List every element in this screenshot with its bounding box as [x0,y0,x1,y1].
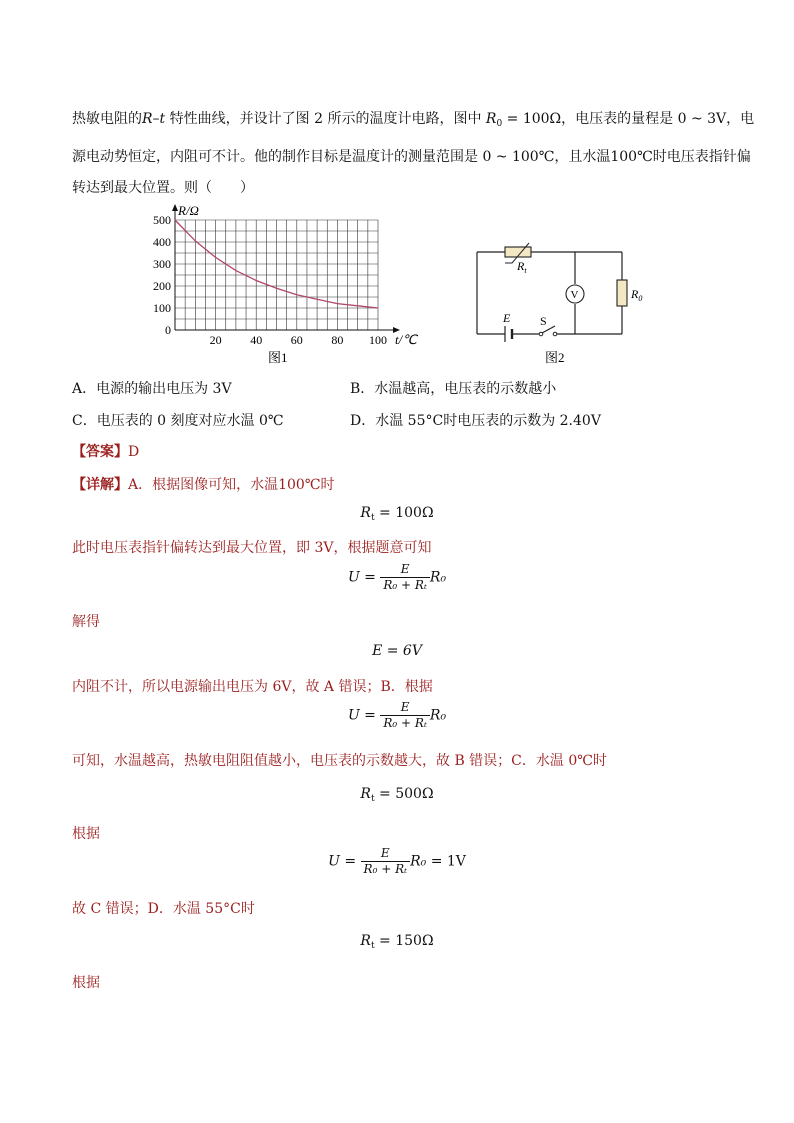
var-r: R [360,933,371,949]
label-rt: $R_t$ [517,259,527,275]
resistor-r0-icon [617,280,627,306]
dash: – [152,111,160,127]
y-ticks [153,213,171,337]
fraction [380,562,430,593]
label-r0: $R_0$ [631,287,643,303]
label-s: S [540,314,547,328]
eq-value: = 1V [430,853,466,870]
equation-u-1 [0,562,794,593]
chart-axes [172,204,400,333]
detail-line-3: 解得 [72,614,100,630]
y-tick-label: 200 [153,279,171,293]
subscript: 0 [496,119,503,129]
eq-value: = 100Ω [379,505,434,521]
answer-value: D [128,444,140,460]
var-r0: R [485,111,497,127]
figure2-circuit [465,210,645,370]
eq-r0: R₀ [410,853,427,870]
detail-text: A．根据图像可知，水温100℃时 [128,477,335,493]
x-tick-label: 100 [369,333,387,347]
var-r: R [360,786,371,802]
subscript: t [370,941,375,951]
frac-denominator: R₀ + Rₜ [363,862,408,876]
var-t: t [159,111,166,127]
question-text: = 100Ω，电压表的量程是 0 ~ 3V，电 [502,111,755,127]
label-e: E [503,311,511,325]
detail-line-2: 此时电压表指针偏转达到最大位置，即 3V，根据题意可知 [72,540,432,556]
option-a: A．电源的输出电压为 3V [72,381,232,397]
frac-numerator: E [361,846,411,862]
detail-line-5: 可知，水温越高，热敏电阻阻值越小，电压表的示数越大，故 B 错误；C．水温 0℃时 [72,753,607,769]
detail-label: 【详解】 [72,477,128,493]
figure1-caption: 图1 [268,350,288,365]
frac-denominator: R₀ + Rₜ [383,578,427,592]
detail-line-4: 内阻不计，所以电源输出电压为 6V，故 A 错误；B．根据 [72,679,433,695]
chart-grid [175,220,378,330]
equation-u-2 [0,700,794,731]
eq-value: = 150Ω [379,933,434,949]
var-r: R [360,505,371,521]
detail-line-7: 故 C 错误；D．水温 55°C时 [72,901,255,917]
subscript: t [370,794,375,804]
figure1-chart [140,200,420,370]
detail-line-8: 根据 [72,975,100,991]
question-line-3: 转达到最大位置。则（ ） [72,180,254,196]
x-tick-label: 40 [250,333,263,347]
option-b: B．水温越高，电压表的示数越小 [350,381,557,397]
eq-u: U = [347,569,376,586]
x-axis-label: t/℃ [395,332,417,347]
x-tick-label: 80 [331,333,344,347]
option-d: D．水温 55°C时电压表的示数为 2.40V [350,413,601,429]
x-ticks [210,333,387,347]
y-axis-label: R/Ω [178,203,199,218]
fraction [380,700,430,731]
frac-numerator: E [380,562,430,578]
eq-value: = 500Ω [379,786,434,802]
label-v: V [570,289,579,301]
figure2-caption: 图2 [545,350,565,365]
equation-rt-150 [0,933,794,951]
option-c: C．电压表的 0 刻度对应水温 0℃ [72,413,284,429]
question-text: 热敏电阻的 [72,111,142,127]
fraction [361,846,411,877]
eq-r0: R₀ [429,707,447,724]
circuit-wires [477,252,622,334]
x-tick-label: 20 [209,333,222,347]
answer-label: 【答案】 [72,444,128,460]
eq-u: U = [347,707,376,724]
x-tick-label: 60 [290,333,303,347]
eq-r0: R₀ [429,569,447,586]
subscript: t [370,513,375,523]
switch-contact [553,332,557,336]
y-tick-label: 400 [153,235,171,249]
detail-line-1 [72,474,335,494]
y-tick-label: 300 [153,257,171,271]
frac-denominator: R₀ + Rₜ [383,716,427,730]
equation-rt-100 [0,505,794,523]
var-r: R [142,111,153,127]
equation-e: E = 6V [372,643,422,659]
equation-rt-500 [0,786,794,804]
y-tick-label: 100 [153,301,171,315]
y-tick-label: 500 [153,213,171,227]
y-tick-label: 0 [165,323,171,337]
equation-u-3 [0,846,794,877]
answer-line [72,441,139,461]
detail-line-6: 根据 [72,826,100,842]
question-line-1 [72,108,754,129]
frac-numerator: E [380,700,430,716]
question-line-2: 源电动势恒定，内阻可不计。他的制作目标是温度计的测量范围是 0 ~ 100℃，且水温100℃时电压表指针偏 [72,149,751,165]
question-text: 特性曲线，并设计了图 2 所示的温度计电路，图中 [165,111,486,127]
eq-u: U = [328,853,357,870]
